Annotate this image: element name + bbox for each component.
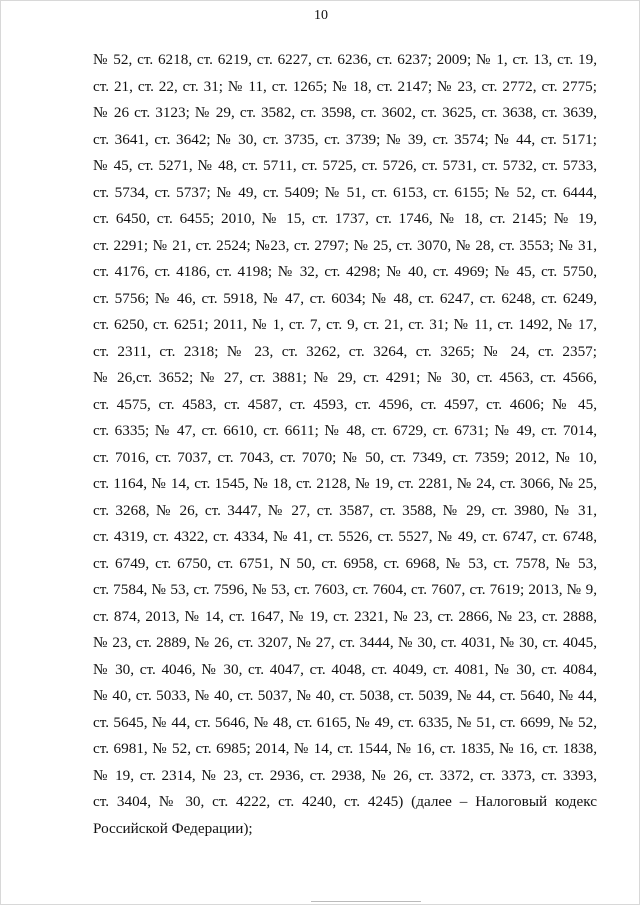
text-line: ст. 4319, ст. 4322, ст. 4334, № 41, ст. 5526, ст. 5527, № 49, ст. 6747, ст. 6748, [93, 528, 597, 545]
text-line: ст. 2311, ст. 2318; № 23, ст. 3262, ст. 3264, ст. 3265; № 24, ст. 2357; [93, 342, 597, 360]
text-line: ст. 6250, ст. 6251; 2011, № 1, ст. 7, ст. 9, ст. 21, ст. 31; № 11, ст. 1492, № 17, [93, 316, 597, 333]
text-line: ст. 3404, № 30, ст. 4222, ст. 4240, ст. 4245) (далее – Налоговый кодекс [93, 793, 597, 810]
text-line: Российской Федерации); [93, 819, 253, 837]
text-line: ст. 3641, ст. 3642; № 30, ст. 3735, ст. 3739; № 39, ст. 3574; № 44, ст. 5171; [93, 130, 597, 148]
text-line: ст. 5734, ст. 5737; № 49, ст. 5409; № 51, ст. 6153, ст. 6155; № 52, ст. 6444, [93, 183, 597, 201]
text-line: ст. 1164, № 14, ст. 1545, № 18, ст. 2128, № 19, ст. 2281, № 24, ст. 3066, № 25, [93, 475, 597, 492]
text-line: № 26 ст. 3123; № 29, ст. 3582, ст. 3598, ст. 3602, ст. 3625, ст. 3638, ст. 3639, [93, 104, 597, 121]
text-line: ст. 4176, ст. 4186, ст. 4198; № 32, ст. 4298; № 40, ст. 4969; № 45, ст. 5750, [93, 263, 597, 280]
text-line: № 23, ст. 2889, № 26, ст. 3207, № 27, ст. 3444, № 30, ст. 4031, № 30, ст. 4045, [93, 634, 597, 651]
text-line: ст. 5756; № 46, ст. 5918, № 47, ст. 6034; № 48, ст. 6247, ст. 6248, ст. 6249, [93, 289, 597, 307]
text-line: ст. 6749, ст. 6750, ст. 6751, N 50, ст. 6958, ст. 6968, № 53, ст. 7578, № 53, [93, 554, 597, 572]
text-line: ст. 4575, ст. 4583, ст. 4587, ст. 4593, ст. 4596, ст. 4597, ст. 4606; № 45, [93, 395, 597, 413]
text-line: ст. 3268, № 26, ст. 3447, № 27, ст. 3587, ст. 3588, № 29, ст. 3980, № 31, [93, 501, 597, 519]
scan-artifact-line [311, 901, 421, 902]
text-line: ст. 5645, № 44, ст. 5646, № 48, ст. 6165, № 49, ст. 6335, № 51, ст. 6699, № 52, [93, 713, 597, 731]
text-line: ст. 2291; № 21, ст. 2524; №23, ст. 2797; № 25, ст. 3070, № 28, ст. 3553; № 31, [93, 236, 597, 254]
text-line: ст. 21, ст. 22, ст. 31; № 11, ст. 1265; № 18, ст. 2147; № 23, ст. 2772, ст. 2775; [93, 77, 597, 95]
page-number: 10 [314, 8, 328, 23]
text-line: № 52, ст. 6218, ст. 6219, ст. 6227, ст. 6236, ст. 6237; 2009; № 1, ст. 13, ст. 19, [93, 51, 597, 68]
text-line: ст. 6450, ст. 6455; 2010, № 15, ст. 1737, ст. 1746, № 18, ст. 2145; № 19, [93, 210, 597, 227]
text-line: № 45, ст. 5271, № 48, ст. 5711, ст. 5725, ст. 5726, ст. 5731, ст. 5732, ст. 5733, [93, 157, 597, 174]
text-line: ст. 874, 2013, № 14, ст. 1647, № 19, ст. 2321, № 23, ст. 2866, № 23, ст. 2888, [93, 607, 597, 625]
text-line: № 19, ст. 2314, № 23, ст. 2936, ст. 2938, № 26, ст. 3372, ст. 3373, ст. 3393, [93, 766, 597, 784]
text-line: ст. 6335; № 47, ст. 6610, ст. 6611; № 48, ст. 6729, ст. 6731; № 49, ст. 7014, [93, 422, 597, 439]
text-line: № 40, ст. 5033, № 40, ст. 5037, № 40, ст. 5038, ст. 5039, № 44, ст. 5640, № 44, [93, 687, 597, 704]
text-line: ст. 6981, № 52, ст. 6985; 2014, № 14, ст. 1544, № 16, ст. 1835, № 16, ст. 1838, [93, 740, 597, 757]
text-line: ст. 7016, ст. 7037, ст. 7043, ст. 7070; № 50, ст. 7349, ст. 7359; 2012, № 10, [93, 448, 597, 466]
text-line: № 30, ст. 4046, № 30, ст. 4047, ст. 4048, ст. 4049, ст. 4081, № 30, ст. 4084, [93, 660, 597, 678]
text-line: ст. 7584, № 53, ст. 7596, № 53, ст. 7603, ст. 7604, ст. 7607, ст. 7619; 2013, № 9, [93, 581, 597, 598]
text-line: № 26,ст. 3652; № 27, ст. 3881; № 29, ст. 4291; № 30, ст. 4563, ст. 4566, [93, 369, 597, 386]
document-body [93, 47, 597, 842]
